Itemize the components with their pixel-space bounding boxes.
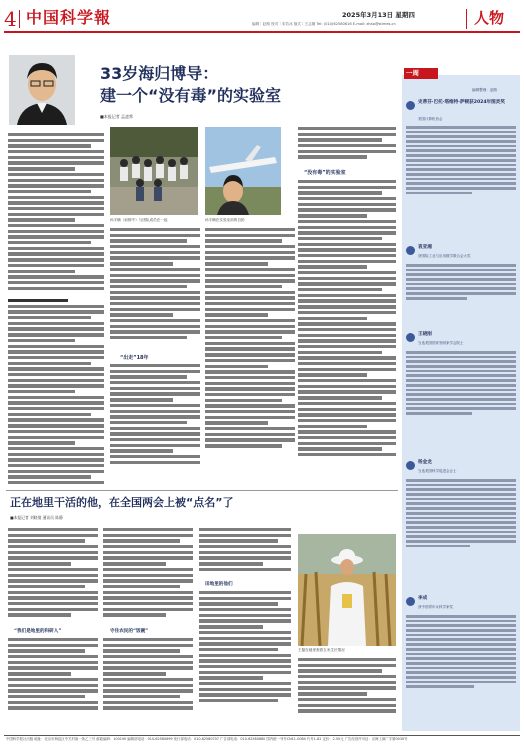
section-name: 人物 — [474, 9, 505, 27]
footer-info: 中国科学报社出版 地址：北京市海淀区中关村南一条乙三号 邮政编码：100190 编辑部电话：010-62580699 发行部电话：010-62580707 广告部电话：010-62580680 国内统一刊号CN11-0084 代号1-82 定价：2.50元 广告经营许可证：京海工商广字第0030号 — [6, 737, 408, 741]
field-image — [298, 534, 396, 646]
sidebar-item-5-sub: 获中国青年女科学家奖 — [418, 605, 453, 609]
second-body-col-2 — [103, 528, 193, 626]
team-image — [110, 127, 198, 215]
sidebar-icon-2 — [406, 246, 415, 255]
portrait-photo — [9, 55, 75, 125]
field-photo-caption: 王磊在地里查看玉米生长情况 — [298, 648, 345, 652]
main-body-col-4a — [298, 127, 396, 169]
page-number: 4 — [4, 7, 17, 31]
second-body-col-4 — [298, 658, 396, 730]
second-article-byline: ■本报记者 刘晓倩 通讯员 陈静 — [10, 515, 63, 520]
sidebar-icon-5 — [406, 597, 415, 606]
header-divider-small — [19, 10, 20, 28]
second-body-col-3b — [199, 591, 291, 730]
field-photo — [298, 534, 396, 646]
sidebar-icon-4 — [406, 461, 415, 470]
sidebar-item-1-title[interactable]: 史蒂芬·巴托·塔维特·萨顿获2024年图灵奖 — [418, 100, 505, 105]
selfie-photo — [205, 127, 281, 215]
sidebar-icon-3 — [406, 333, 415, 342]
second-subhead-2: 守住农民的“饭碗” — [110, 629, 149, 634]
sidebar-editor: 编辑整理：赵路 — [472, 88, 498, 92]
main-title-line-2: 建一个“没有毒”的实验室 — [100, 86, 282, 105]
sidebar-icon-1 — [406, 101, 415, 110]
main-body-col-4b — [298, 180, 396, 486]
sidebar-item-4-body — [406, 479, 516, 589]
sidebar-item-5-title[interactable]: 李成 — [418, 596, 428, 601]
sidebar-item-4-sub: 当选美国科学促进会会士 — [418, 469, 457, 473]
sidebar-item-1-sub: 美国计算机协会 — [418, 117, 443, 121]
editor-line: 编辑｜赵路 校对｜宋若冰 版式｜王志刚 Tel: (010)62580616 E-mail: zhao@stimes.cn — [252, 22, 396, 26]
portrait-image — [9, 55, 75, 125]
second-body-col-1 — [8, 528, 98, 626]
sidebar-item-3-sub: 当选美国国家发明家学会院士 — [418, 341, 464, 345]
selfie-image — [205, 127, 281, 215]
main-subhead-2: “没有毒”的实验室 — [304, 170, 346, 176]
issue-date: 2025年3月13日 星期四 — [342, 11, 415, 19]
sidebar-item-2-body — [406, 264, 516, 324]
main-title-line-1: 33岁海归博导： — [100, 64, 219, 83]
section-divider — [466, 9, 467, 29]
sidebar-item-5-body — [406, 615, 516, 727]
second-body-col-2b — [103, 638, 193, 730]
main-body-col-1a — [8, 133, 104, 293]
team-photo — [110, 127, 198, 215]
main-subhead-left — [8, 299, 68, 302]
sidebar-label: 一周 — [406, 69, 419, 77]
main-subhead-1: “出走”18年 — [120, 355, 149, 361]
newspaper-logo: 中国科学報 — [26, 8, 112, 27]
selfie-photo-caption: 孙宇楠在实验室前的自拍 — [205, 218, 245, 222]
sidebar-item-2-title[interactable]: 袁亚湘 — [418, 245, 432, 250]
main-byline: ■本报记者 孟凌霄 — [100, 114, 134, 119]
sidebar-item-4-title[interactable]: 杨金龙 — [418, 460, 432, 465]
second-body-col-3 — [199, 528, 291, 580]
sidebar-item-2-sub: 获国际工业与应用数学联合会大奖 — [418, 254, 471, 258]
sidebar-item-1-body — [406, 126, 516, 226]
team-photo-caption: 孙宇楠（前排中）与团队成员在一起 — [110, 218, 168, 222]
article-divider — [6, 490, 398, 491]
second-body-col-1b — [8, 638, 98, 730]
header-rule — [4, 31, 520, 33]
sidebar-item-3-body — [406, 351, 516, 451]
main-body-col-3 — [205, 228, 295, 486]
main-body-col-1b — [8, 296, 104, 486]
main-body-col-2b — [110, 364, 200, 486]
sidebar-item-3-title[interactable]: 王晓刚 — [418, 332, 432, 337]
second-article-title: 正在地里干活的他，在全国两会上被“点名”了 — [10, 496, 234, 509]
footer-rule — [4, 735, 520, 736]
second-subhead-1: “我们是地里的科研人” — [14, 629, 62, 634]
second-subhead-3: 田地里的他们 — [205, 582, 233, 587]
